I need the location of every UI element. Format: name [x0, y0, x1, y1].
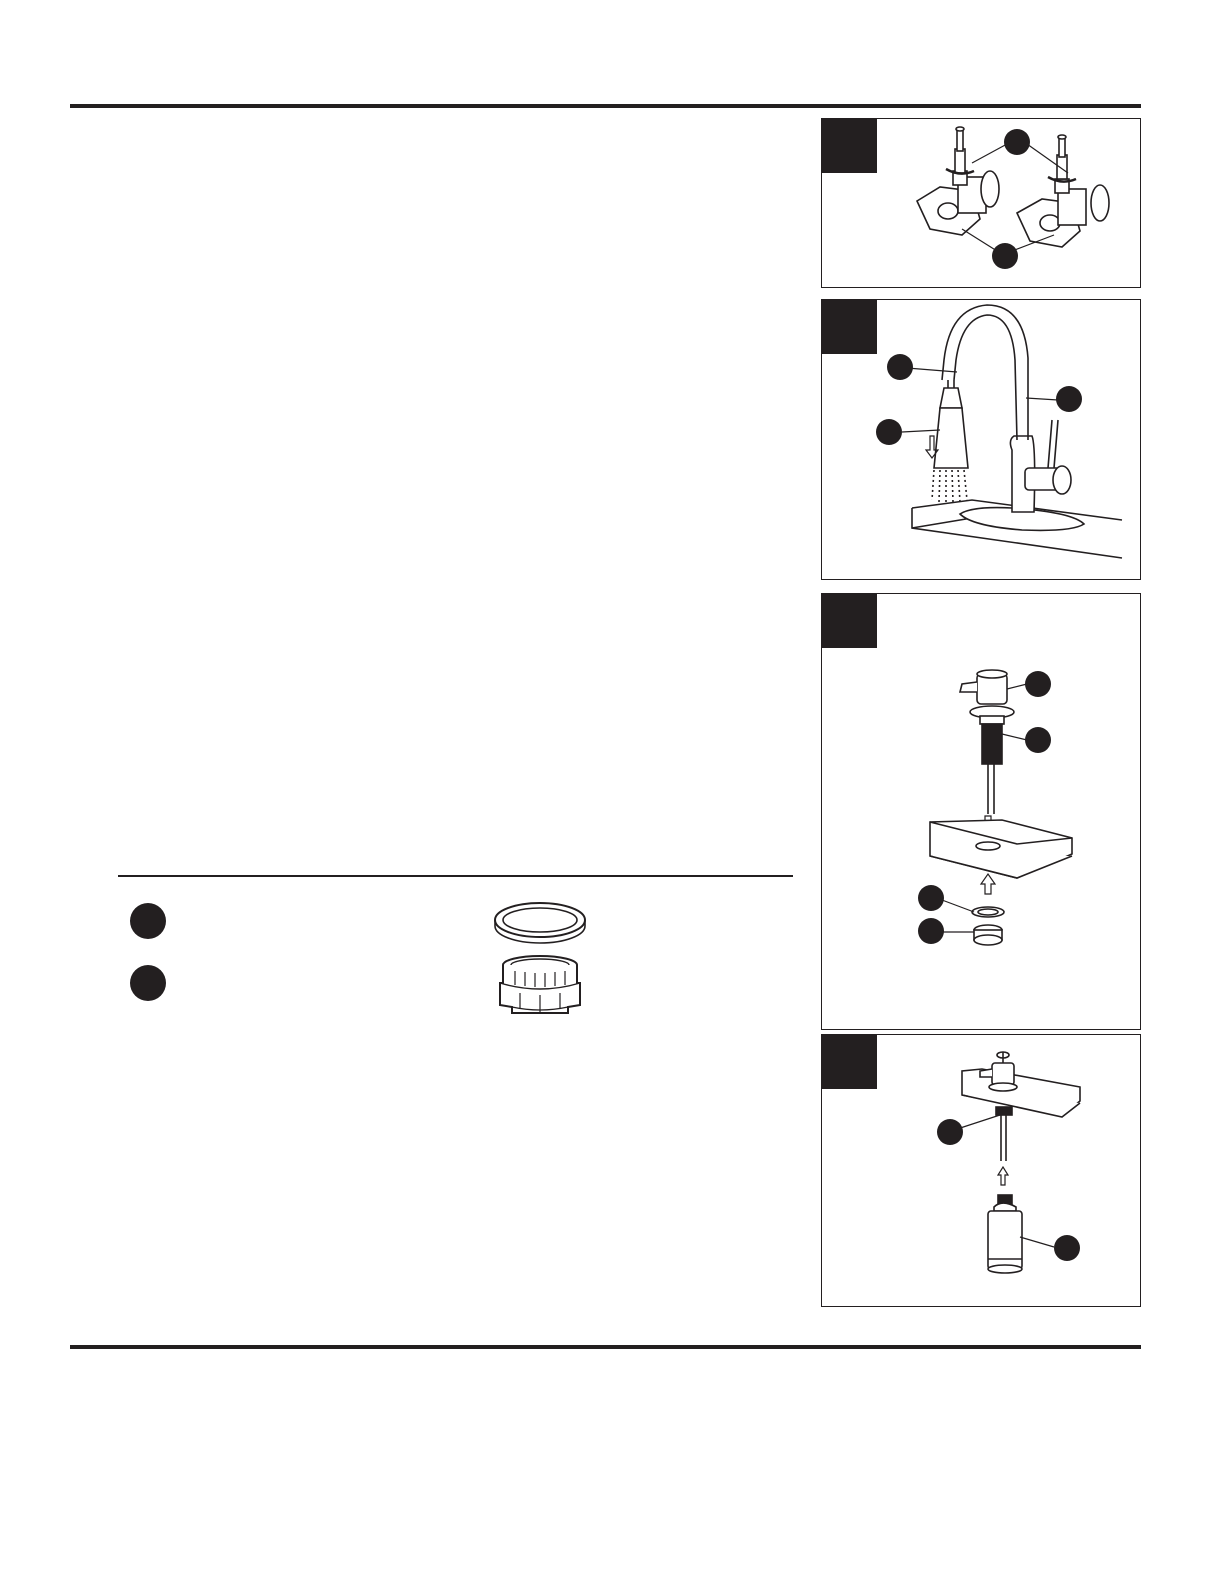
part-badge	[130, 903, 166, 939]
parts-row	[118, 955, 793, 1025]
bottom-rule	[70, 1345, 1141, 1349]
soap-bottle-attach-diagram	[822, 1035, 1141, 1307]
supply-valves-diagram	[822, 119, 1141, 288]
step-panel-1	[821, 118, 1141, 288]
mounting-nut-icon	[490, 953, 590, 1019]
part-badge	[130, 965, 166, 1001]
washer-ring-icon	[490, 895, 590, 945]
pull-down-faucet-diagram	[822, 300, 1141, 580]
soap-dispenser-install-diagram	[822, 594, 1141, 1030]
parts-row	[118, 895, 793, 950]
step-panel-4	[821, 1034, 1141, 1307]
step-panel-2	[821, 299, 1141, 580]
body-text	[118, 125, 788, 855]
top-rule	[70, 104, 1141, 108]
parts-table-rule	[118, 875, 793, 877]
step-panel-3	[821, 593, 1141, 1030]
